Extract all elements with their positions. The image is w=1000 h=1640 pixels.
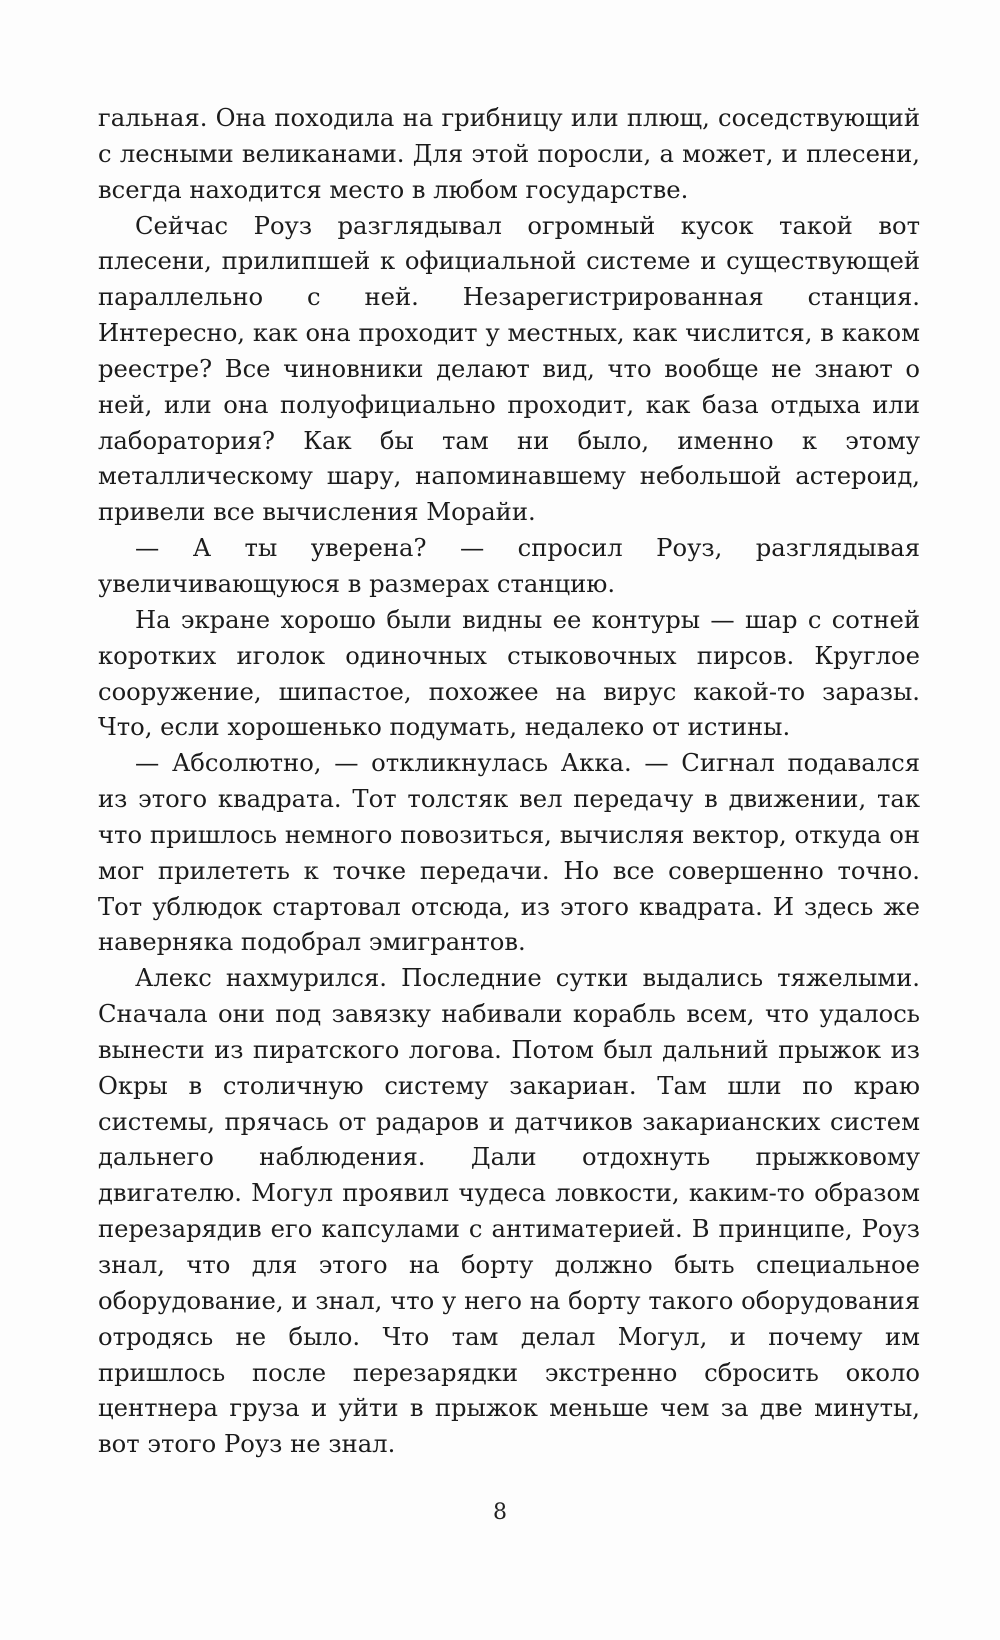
paragraph-5: — Абсолютно, — откликнулась Акка. — Сигнал подавался из этого квадрата. Тот толстяк вел передачу в движении, так что пришлось немного повозиться, вычисляя вектор, откуда он мог прилететь к точке передачи. Но все совершенно точно. Тот ублюдок стартовал отсюда, из этого квадрата. И здесь же наверняка подобрал эмигрантов. xyxy=(98,748,920,957)
paragraph-4: На экране хорошо были видны ее контуры — шар с сотней коротких иголок одиночных стыковочных пирсов. Круглое сооружение, шипастое, похожее на вирус какой-то заразы. Что, если хорошенько подумать, недалеко от истины. xyxy=(98,604,920,742)
paragraph-2: Сейчас Роуз разглядывал огромный кусок такой вот плесени, прилипшей к официальной системе и существующей параллельно с ней. Незарегистрированная станция. Интересно, как она проходит у местных, как числится, в каком реестре? Все чиновники делают вид, что вообще не знают о ней, или она полуофициально проходит, как база отдыха или лаборатория? Как бы там ни было, именно к этому металлическому шару, напоминавшему небольшой астероид, привели все вычисления Морайи. xyxy=(98,210,920,527)
body-text xyxy=(98,100,920,1462)
paragraph-6: Алекс нахмурился. Последние сутки выдались тяжелыми. Сначала они под завязку набивали корабль всем, что удалось вынести из пиратского логова. Потом был дальний прыжок из Окры в столичную систему закариан. Там шли по краю системы, прячась от радаров и датчиков закарианских систем дальнего наблюдения. Дали отдохнуть прыжковому двигателю. Могул проявил чудеса ловкости, каким-то образом перезарядив его капсулами с антиматерией. В принципе, Роуз знал, что для этого на борту должно быть специальное оборудование, и знал, что у него на борту такого оборудования отродясь не было. Что там делал Могул, и почему им пришлось после перезарядки экстренно сбросить около центнера груза и уйти в прыжок меньше чем за две минуты, вот этого Роуз не знал. xyxy=(98,963,920,1459)
paragraph-3: — А ты уверена? — спросил Роуз, разглядывая увеличивающуюся в размерах станцию. xyxy=(98,533,920,598)
page-number: 8 xyxy=(493,1500,507,1525)
paragraph-1: гальная. Она походила на грибницу или плющ, соседствующий с лесными великанами. Для этой поросли, а может, и плесени, всегда находится место в любом государстве. xyxy=(98,103,920,204)
